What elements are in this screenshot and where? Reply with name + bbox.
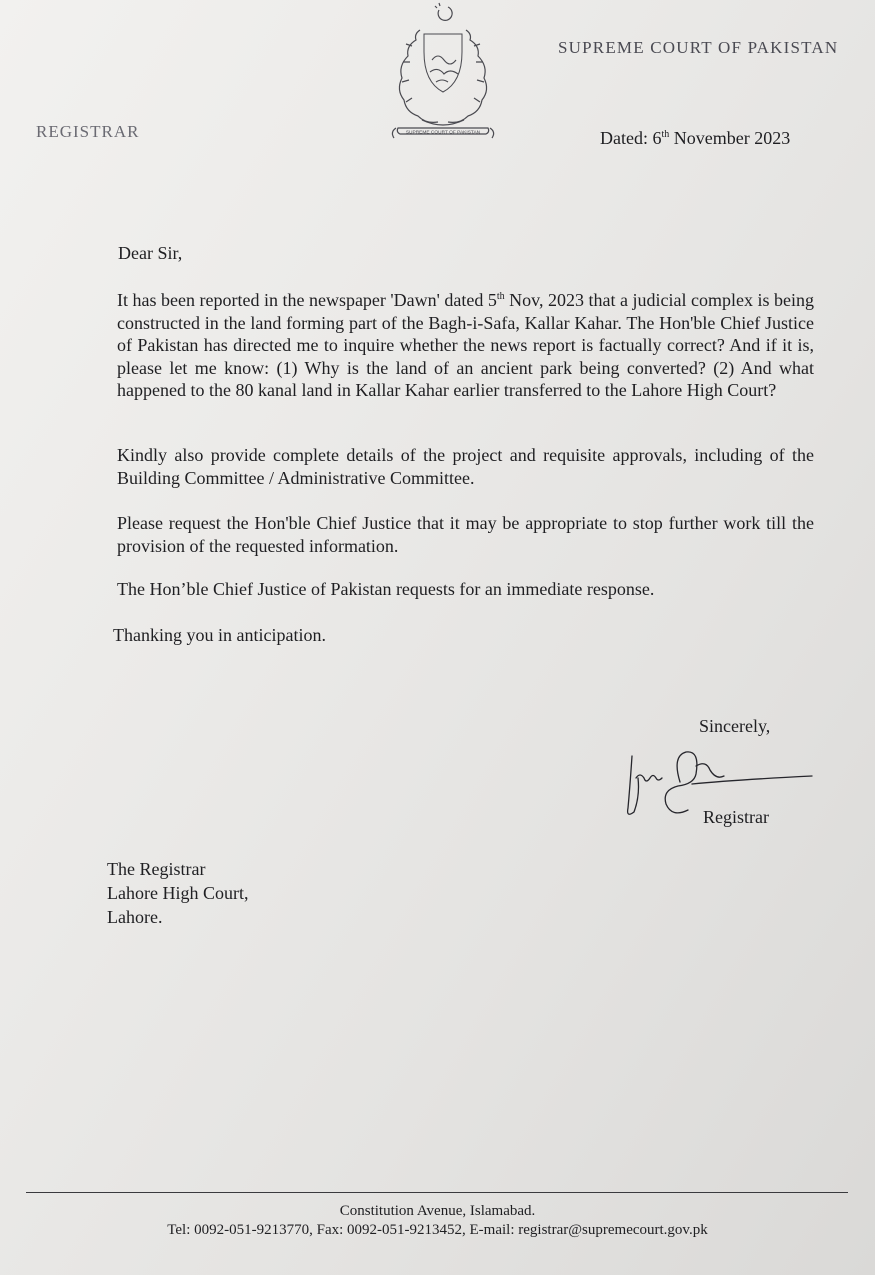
footer-divider bbox=[26, 1192, 848, 1193]
footer-address: Constitution Avenue, Islamabad. bbox=[339, 1203, 536, 1219]
paragraph-immediate-response: The Hon’ble Chief Justice of Pakistan requests for an immediate response. bbox=[117, 579, 655, 599]
closing-line: Thanking you in anticipation. bbox=[113, 625, 326, 645]
court-name: SUPREME COURT OF PAKISTAN bbox=[558, 38, 839, 57]
sign-off: Sincerely, bbox=[699, 716, 771, 736]
footer-contact: Tel: 0092-051-9213770, Fax: 0092-051-9213452, E-mail: registrar@supremecourt.gov.pk bbox=[167, 1222, 708, 1238]
court-emblem-icon bbox=[382, 2, 504, 154]
signatory-title: Registrar bbox=[703, 807, 769, 827]
paragraph-stop-work: Please request the Hon'ble Chief Justice that it may be appropriate to stop further work till the provision of the requested information. bbox=[117, 513, 814, 556]
office-label: REGISTRAR bbox=[36, 122, 140, 141]
letter-date: Dated: 6th November 2023 bbox=[600, 128, 791, 148]
paragraph-details-request: Kindly also provide complete details of the project and requisite approvals, including of the Building Committee / Administrative Committee. bbox=[117, 445, 814, 488]
salutation: Dear Sir, bbox=[118, 243, 183, 263]
emblem-text: SUPREME COURT OF PAKISTAN bbox=[405, 130, 481, 136]
paragraph-report: It has been reported in the newspaper 'Dawn' dated 5th Nov, 2023 that a judicial complex is being constructed in the land forming part of the Bagh-i-Safa, Kallar Kahar. The Hon'ble Chief Justice of Pakistan has directed me to inquire whether the news report is factually correct? And if it is, please let me know: (1) Why is the land of an ancient park being converted? (2) And what happened to the 80 kanal land in Kallar Kahar earlier transferred to the Lahore High Court? bbox=[117, 290, 814, 400]
addressee-line: Lahore. bbox=[107, 907, 163, 927]
addressee-line: The Registrar bbox=[107, 859, 206, 879]
addressee-line: Lahore High Court, bbox=[107, 883, 249, 903]
addressee-block bbox=[107, 857, 248, 929]
